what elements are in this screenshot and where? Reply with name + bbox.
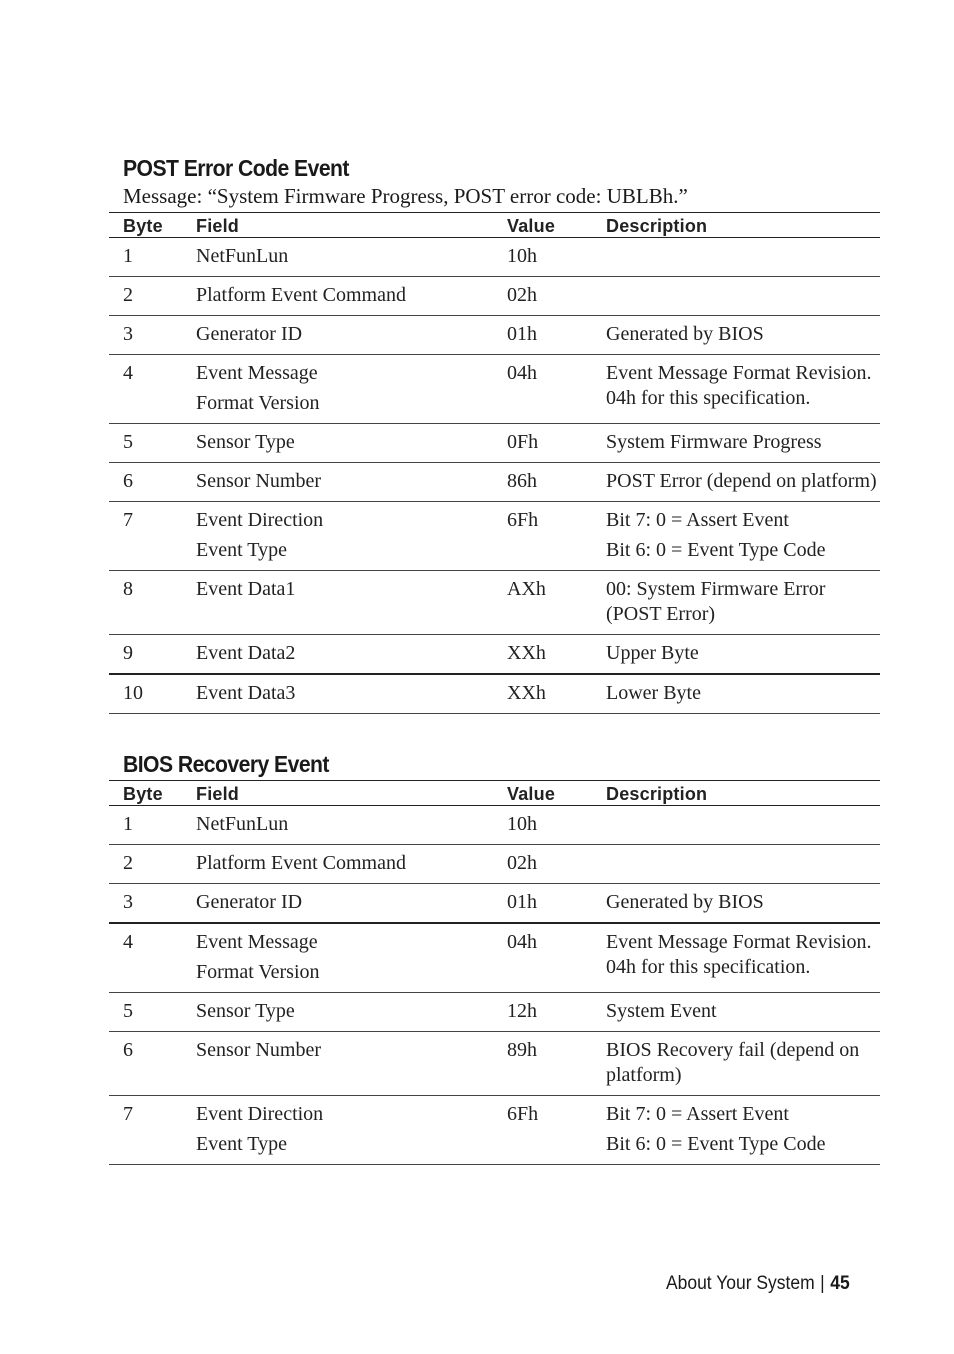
value-cell bbox=[493, 355, 592, 424]
byte-cell-text: 6 bbox=[123, 470, 133, 492]
value-cell-text: 02h bbox=[507, 284, 537, 306]
field-cell-text: NetFunLun bbox=[196, 813, 289, 835]
value-cell-text: 01h bbox=[507, 891, 537, 913]
table-row bbox=[109, 355, 880, 424]
table-row bbox=[109, 923, 880, 993]
description-cell bbox=[592, 277, 880, 316]
table-row bbox=[109, 993, 880, 1032]
byte-cell bbox=[109, 571, 182, 635]
description-cell-text: Upper Byte bbox=[606, 642, 699, 664]
table-row bbox=[109, 502, 880, 571]
byte-cell bbox=[109, 923, 182, 993]
post-section-title: POST Error Code Event bbox=[123, 155, 349, 181]
value-cell-text: 04h bbox=[507, 362, 537, 384]
value-cell-text: 10h bbox=[507, 245, 537, 267]
byte-cell bbox=[109, 845, 182, 884]
description-cell bbox=[592, 238, 880, 277]
table-row bbox=[109, 571, 880, 635]
value-cell-text: AXh bbox=[507, 578, 546, 600]
description-cell-text: Generated by BIOS bbox=[606, 891, 764, 913]
header-byte: Byte bbox=[109, 781, 182, 806]
field-cell-text: Event Message bbox=[196, 362, 318, 384]
byte-cell bbox=[109, 277, 182, 316]
table-row bbox=[109, 806, 880, 845]
field-cell bbox=[182, 1096, 493, 1165]
field-cell bbox=[182, 1032, 493, 1096]
description-cell-text: Generated by BIOS bbox=[606, 323, 764, 345]
value-cell bbox=[493, 884, 592, 924]
byte-cell-text: 4 bbox=[123, 931, 133, 953]
description-cell-text-line2: Bit 6: 0 = Event Type Code bbox=[606, 539, 826, 561]
description-cell bbox=[592, 674, 880, 714]
value-cell-text: 6Fh bbox=[507, 509, 539, 531]
field-cell bbox=[182, 424, 493, 463]
value-cell bbox=[493, 845, 592, 884]
description-cell bbox=[592, 884, 880, 924]
description-cell-text: POST Error (depend on platform) bbox=[606, 470, 877, 492]
description-cell-text: Event Message Format Revision. 04h for this specification. bbox=[606, 362, 872, 409]
field-cell-text: Event Message bbox=[196, 931, 318, 953]
table-row bbox=[109, 845, 880, 884]
description-cell-text: BIOS Recovery fail (depend on platform) bbox=[606, 1039, 860, 1086]
field-cell-text: Generator ID bbox=[196, 891, 303, 913]
byte-cell-text: 5 bbox=[123, 1000, 133, 1022]
value-cell bbox=[493, 502, 592, 571]
field-cell-text: Event Direction bbox=[196, 1103, 324, 1125]
byte-cell bbox=[109, 424, 182, 463]
post-message: Message: “System Firmware Progress, POST error code: UBLBh.” bbox=[123, 184, 688, 208]
table-row bbox=[109, 463, 880, 502]
table-row bbox=[109, 316, 880, 355]
header-byte: Byte bbox=[109, 213, 182, 238]
description-cell-text: Event Message Format Revision. 04h for this specification. bbox=[606, 931, 872, 978]
byte-cell-text: 8 bbox=[123, 578, 133, 600]
table-row bbox=[109, 424, 880, 463]
value-cell bbox=[493, 923, 592, 993]
field-cell-text: Sensor Type bbox=[196, 431, 295, 453]
field-cell-text: Event Data3 bbox=[196, 682, 296, 704]
field-cell bbox=[182, 463, 493, 502]
byte-cell bbox=[109, 238, 182, 277]
byte-cell-text: 10 bbox=[123, 682, 143, 704]
field-cell-text-line2: Format Version bbox=[196, 392, 320, 414]
description-cell bbox=[592, 316, 880, 355]
field-cell-text: Platform Event Command bbox=[196, 284, 406, 306]
header-value: Value bbox=[493, 213, 592, 238]
field-cell-text-line2: Event Type bbox=[196, 539, 287, 561]
description-cell bbox=[592, 571, 880, 635]
value-cell bbox=[493, 1032, 592, 1096]
table-row bbox=[109, 674, 880, 714]
value-cell-text: 01h bbox=[507, 323, 537, 345]
field-cell-text: Event Direction bbox=[196, 509, 324, 531]
byte-cell bbox=[109, 316, 182, 355]
field-cell-text: Sensor Number bbox=[196, 1039, 321, 1061]
field-cell-text: Sensor Type bbox=[196, 1000, 295, 1022]
byte-cell-text: 7 bbox=[123, 509, 133, 531]
field-cell bbox=[182, 571, 493, 635]
description-cell-text: System Event bbox=[606, 1000, 717, 1022]
field-cell-text: Event Data1 bbox=[196, 578, 296, 600]
post-event-table bbox=[109, 212, 880, 714]
description-cell bbox=[592, 1096, 880, 1165]
field-cell-text: NetFunLun bbox=[196, 245, 289, 267]
description-cell bbox=[592, 845, 880, 884]
byte-cell-text: 2 bbox=[123, 284, 133, 306]
byte-cell-text: 1 bbox=[123, 813, 133, 835]
description-cell bbox=[592, 355, 880, 424]
byte-cell-text: 4 bbox=[123, 362, 133, 384]
byte-cell bbox=[109, 1032, 182, 1096]
value-cell bbox=[493, 674, 592, 714]
value-cell bbox=[493, 463, 592, 502]
description-cell-text: 00: System Firmware Error (POST Error) bbox=[606, 578, 826, 625]
byte-cell bbox=[109, 1096, 182, 1165]
field-cell bbox=[182, 502, 493, 571]
field-cell bbox=[182, 674, 493, 714]
value-cell-text: 6Fh bbox=[507, 1103, 539, 1125]
field-cell-text: Sensor Number bbox=[196, 470, 321, 492]
value-cell-text: XXh bbox=[507, 682, 546, 704]
description-cell bbox=[592, 463, 880, 502]
byte-cell-text: 6 bbox=[123, 1039, 133, 1061]
description-cell-text: System Firmware Progress bbox=[606, 431, 822, 453]
description-cell bbox=[592, 923, 880, 993]
bios-section-title: BIOS Recovery Event bbox=[123, 751, 329, 777]
value-cell bbox=[493, 316, 592, 355]
field-cell bbox=[182, 355, 493, 424]
value-cell bbox=[493, 277, 592, 316]
description-cell bbox=[592, 806, 880, 845]
byte-cell bbox=[109, 502, 182, 571]
table-row bbox=[109, 884, 880, 924]
header-field: Field bbox=[182, 781, 493, 806]
field-cell bbox=[182, 993, 493, 1032]
value-cell bbox=[493, 571, 592, 635]
page-number: 45 bbox=[830, 1273, 850, 1294]
byte-cell-text: 1 bbox=[123, 245, 133, 267]
field-cell bbox=[182, 277, 493, 316]
byte-cell-text: 7 bbox=[123, 1103, 133, 1125]
field-cell-text: Platform Event Command bbox=[196, 852, 406, 874]
header-description: Description bbox=[592, 781, 880, 806]
table-row bbox=[109, 1096, 880, 1165]
footer-section-name: About Your System bbox=[666, 1273, 815, 1294]
value-cell bbox=[493, 1096, 592, 1165]
value-cell-text: 04h bbox=[507, 931, 537, 953]
value-cell-text: XXh bbox=[507, 642, 546, 664]
byte-cell bbox=[109, 884, 182, 924]
byte-cell-text: 5 bbox=[123, 431, 133, 453]
byte-cell-text: 3 bbox=[123, 891, 133, 913]
byte-cell bbox=[109, 806, 182, 845]
table-row bbox=[109, 277, 880, 316]
byte-cell bbox=[109, 993, 182, 1032]
description-cell-text-line2: Bit 6: 0 = Event Type Code bbox=[606, 1133, 826, 1155]
value-cell-text: 12h bbox=[507, 1000, 537, 1022]
value-cell-text: 02h bbox=[507, 852, 537, 874]
table-header-row bbox=[109, 781, 880, 806]
header-description: Description bbox=[592, 213, 880, 238]
description-cell-text: Bit 7: 0 = Assert Event bbox=[606, 1103, 789, 1125]
description-cell-text: Bit 7: 0 = Assert Event bbox=[606, 509, 789, 531]
description-cell bbox=[592, 1032, 880, 1096]
description-cell bbox=[592, 502, 880, 571]
field-cell-text-line2: Event Type bbox=[196, 1133, 287, 1155]
description-cell bbox=[592, 993, 880, 1032]
description-cell bbox=[592, 424, 880, 463]
field-cell bbox=[182, 806, 493, 845]
byte-cell bbox=[109, 674, 182, 714]
value-cell-text: 86h bbox=[507, 470, 537, 492]
description-cell-text: Lower Byte bbox=[606, 682, 701, 704]
byte-cell-text: 2 bbox=[123, 852, 133, 874]
value-cell bbox=[493, 993, 592, 1032]
value-cell-text: 10h bbox=[507, 813, 537, 835]
field-cell-text-line2: Format Version bbox=[196, 961, 320, 983]
byte-cell-text: 3 bbox=[123, 323, 133, 345]
field-cell bbox=[182, 635, 493, 675]
table-row bbox=[109, 238, 880, 277]
field-cell bbox=[182, 845, 493, 884]
value-cell-text: 89h bbox=[507, 1039, 537, 1061]
field-cell-text: Generator ID bbox=[196, 323, 303, 345]
table-header-row bbox=[109, 213, 880, 238]
byte-cell bbox=[109, 355, 182, 424]
value-cell bbox=[493, 424, 592, 463]
table-row bbox=[109, 635, 880, 675]
bios-event-table bbox=[109, 780, 880, 1165]
description-cell bbox=[592, 635, 880, 675]
value-cell bbox=[493, 806, 592, 845]
header-field: Field bbox=[182, 213, 493, 238]
table-row bbox=[109, 1032, 880, 1096]
field-cell bbox=[182, 923, 493, 993]
footer-separator: | bbox=[820, 1273, 826, 1294]
byte-cell bbox=[109, 635, 182, 675]
field-cell bbox=[182, 884, 493, 924]
value-cell bbox=[493, 238, 592, 277]
field-cell bbox=[182, 316, 493, 355]
value-cell-text: 0Fh bbox=[507, 431, 539, 453]
field-cell-text: Event Data2 bbox=[196, 642, 296, 664]
field-cell bbox=[182, 238, 493, 277]
byte-cell bbox=[109, 463, 182, 502]
header-value: Value bbox=[493, 781, 592, 806]
value-cell bbox=[493, 635, 592, 675]
byte-cell-text: 9 bbox=[123, 642, 133, 664]
page-footer bbox=[666, 1272, 850, 1296]
